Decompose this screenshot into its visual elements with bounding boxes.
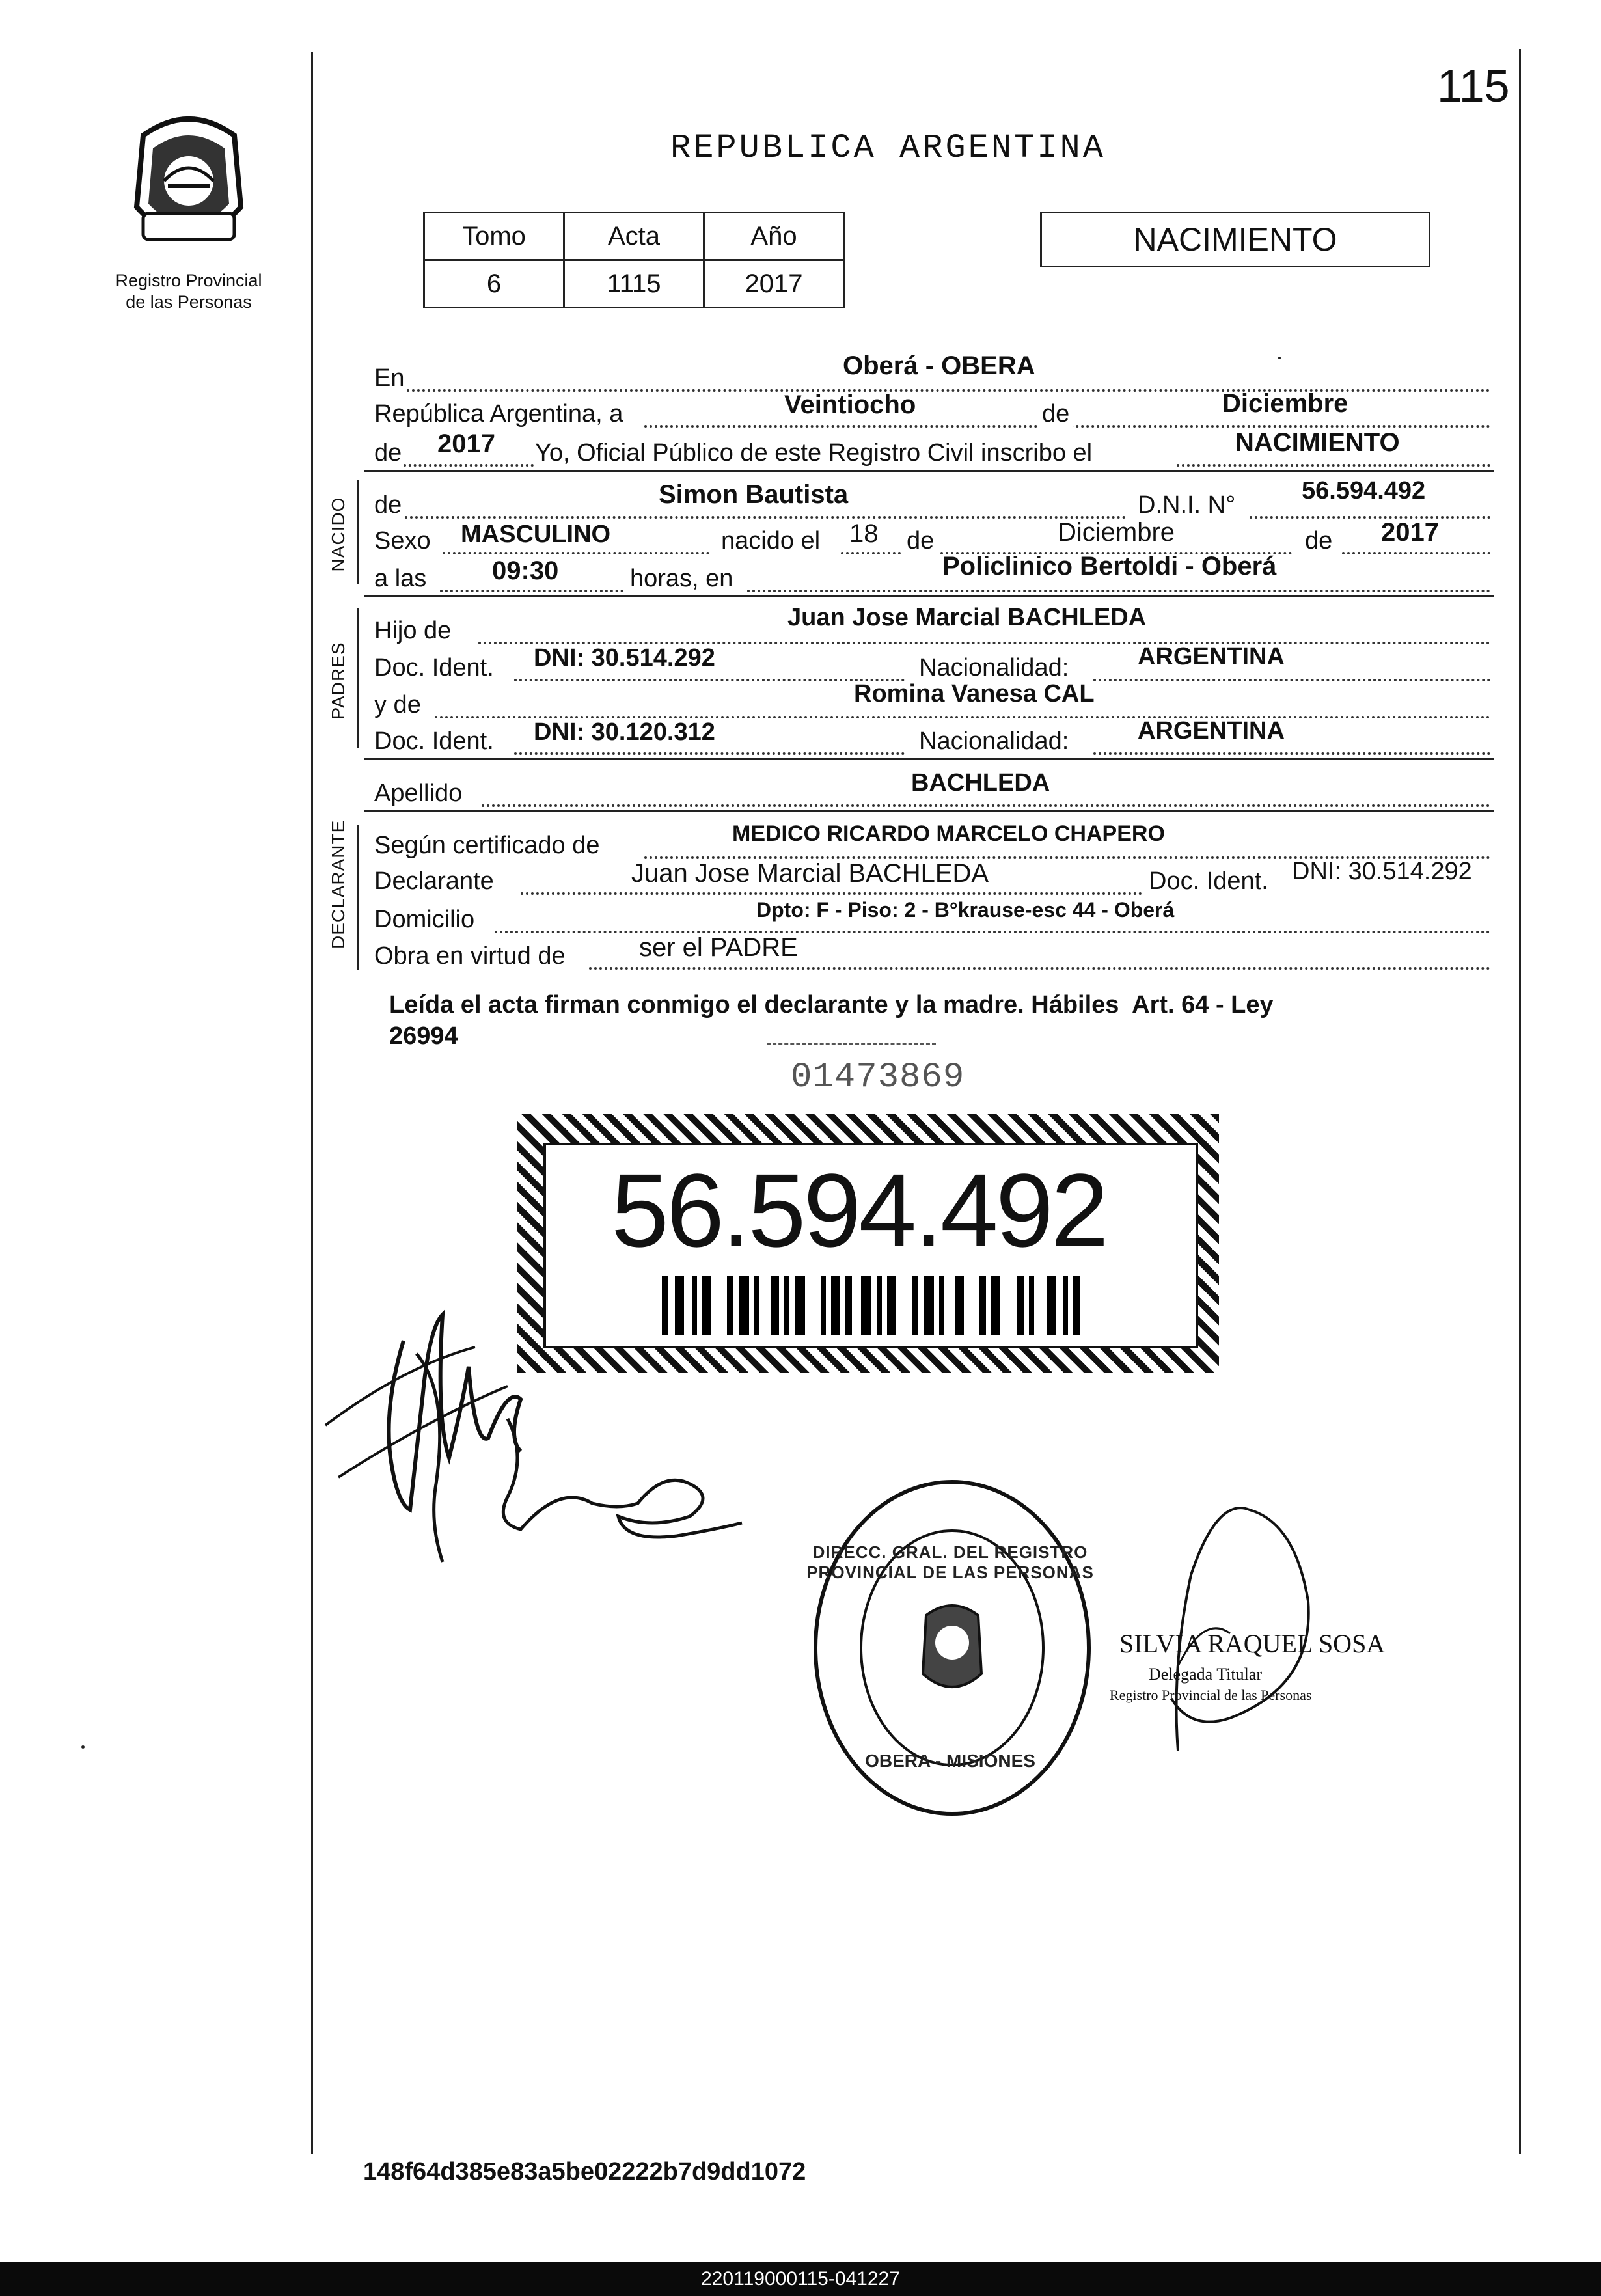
- closing-line-2: 26994: [389, 1022, 458, 1050]
- y-de-label: y de: [374, 691, 421, 718]
- name-value: Simon Bautista: [659, 480, 849, 509]
- name-dots: [405, 516, 1126, 519]
- act-value: NACIMIENTO: [1235, 428, 1400, 457]
- declarante-doc-value: DNI: 30.514.292: [1292, 858, 1472, 885]
- domicilio-value: Dpto: F - Piso: 2 - B°krause-esc 44 - Oberá: [756, 898, 1175, 922]
- sexo-label: Sexo: [374, 527, 431, 554]
- birth-place-value: Policlinico Bertoldi - Oberá: [942, 552, 1277, 581]
- country-title: REPUBLICA ARGENTINA: [670, 129, 1106, 167]
- birth-month-value: Diciembre: [1058, 518, 1175, 547]
- padres-bracket: [357, 608, 359, 748]
- barcode-bar: [1029, 1276, 1034, 1335]
- tomo-value: 6: [424, 260, 564, 308]
- footer-code: 220119000115-041227: [701, 2268, 900, 2289]
- a-las-label: a las: [374, 565, 427, 592]
- barcode-bar: [1063, 1276, 1068, 1335]
- barcode-bar: [939, 1276, 944, 1335]
- barcode-bar: [821, 1276, 826, 1335]
- dni-value: 56.594.492: [1302, 477, 1426, 504]
- mother-nat-dots: [1093, 752, 1490, 755]
- de-label: de: [1038, 400, 1073, 428]
- closing-line-1: Leída el acta firman conmigo el declarante y la madre. Hábiles Art. 64 - Ley: [389, 991, 1274, 1018]
- nacido-de-label: de: [374, 491, 402, 519]
- sexo-value: MASCULINO: [461, 521, 611, 548]
- obra-dots: [589, 967, 1490, 970]
- father-nat-dots: [1093, 679, 1490, 681]
- registry-line-1: Registro Provincial: [115, 271, 262, 290]
- father-nat-label: Nacionalidad:: [919, 654, 1069, 681]
- day-value: Veintiocho: [784, 390, 916, 419]
- official-signature: [1100, 1471, 1399, 1770]
- page-number: 115: [1437, 61, 1510, 111]
- official-name: SILVIA RAQUEL SOSA: [1119, 1629, 1386, 1658]
- father-doc-dots: [514, 679, 905, 681]
- barcode-bar: [912, 1276, 918, 1335]
- province-seal: [117, 109, 260, 259]
- official-title: Delegada Titular: [1149, 1665, 1263, 1684]
- birth-de-label: de: [907, 527, 935, 554]
- apellido-rule: [364, 810, 1494, 812]
- act-type: NACIMIENTO: [1133, 221, 1337, 258]
- cert-value: MEDICO RICARDO MARCELO CHAPERO: [732, 821, 1165, 846]
- official-stamp-inner-text: OBERA - MISIONES: [865, 1751, 1035, 1771]
- official-stamp-ring-text: DIRECC. GRAL. DEL REGISTRO PROVINCIAL DE LAS PERSONAS: [806, 1542, 1094, 1582]
- stray-dot: [81, 1745, 85, 1749]
- father-doc-value: DNI: 30.514.292: [534, 644, 715, 672]
- father-nat-value: ARGENTINA: [1138, 643, 1285, 670]
- serial-stamp-marks: [767, 1043, 936, 1048]
- declarante-doc-label: Doc. Ident.: [1149, 868, 1268, 895]
- registry-name: [91, 270, 286, 313]
- time-value: 09:30: [492, 556, 559, 585]
- barcode-bar: [845, 1276, 852, 1335]
- registry-text: Yo, Oficial Público de este Registro Civil inscribo el: [535, 439, 1093, 467]
- mother-doc-label: Doc. Ident.: [374, 728, 494, 755]
- month-value: Diciembre: [1222, 389, 1348, 418]
- apellido-value: BACHLEDA: [911, 769, 1050, 797]
- mother-name: Romina Vanesa CAL: [854, 680, 1095, 707]
- barcode-bar: [887, 1276, 896, 1335]
- serial-stamp: 01473869: [791, 1058, 965, 1097]
- nacido-section-label: NACIDO: [328, 497, 348, 572]
- obra-value: ser el PADRE: [639, 933, 798, 962]
- act-type-box: [1040, 212, 1430, 267]
- apellido-label: Apellido: [374, 780, 463, 807]
- barcode-bar: [991, 1276, 1000, 1335]
- intro-rule: [364, 470, 1494, 472]
- barcode-bar: [795, 1276, 805, 1335]
- barcode-bar: [1017, 1276, 1024, 1335]
- obra-label: Obra en virtud de: [374, 942, 566, 970]
- barcode-bar: [1073, 1276, 1080, 1335]
- nacido-bracket: [357, 480, 359, 584]
- birth-place-dots: [747, 590, 1490, 592]
- republica-label: República Argentina, a: [374, 400, 623, 428]
- declarante-section-label: DECLARANTE: [328, 819, 348, 949]
- declarante-dots: [521, 892, 1142, 895]
- dni-label: D.N.I. N°: [1138, 491, 1236, 519]
- declarante-label: Declarante: [374, 868, 494, 895]
- horas-label: horas, en: [630, 565, 733, 592]
- barcode-bar: [1047, 1276, 1056, 1335]
- registry-line-2: de las Personas: [126, 292, 252, 312]
- nacido-rule: [364, 595, 1494, 597]
- stray-dot: [1278, 357, 1281, 359]
- anio-value: 2017: [704, 260, 844, 308]
- padres-rule: [364, 758, 1494, 760]
- barcode-bar: [861, 1276, 871, 1335]
- birth-year-dots: [1342, 552, 1490, 554]
- declarante-value: Juan Jose Marcial BACHLEDA: [631, 859, 989, 888]
- barcode-bar: [784, 1276, 789, 1335]
- mother-doc-value: DNI: 30.120.312: [534, 718, 715, 746]
- official-org: Registro Provincial de las Personas: [1110, 1687, 1312, 1703]
- col-header-tomo: Tomo: [424, 213, 564, 260]
- mother-nat-value: ARGENTINA: [1138, 717, 1285, 745]
- year-value: 2017: [437, 430, 495, 458]
- time-dots: [440, 590, 623, 592]
- act-dots: [1177, 464, 1490, 467]
- barcode-bar: [955, 1276, 964, 1335]
- reference-table: [423, 212, 845, 308]
- footer-bar: [0, 2262, 1601, 2296]
- left-margin-line: [311, 52, 313, 2154]
- id-number: 56.594.492: [611, 1152, 1106, 1268]
- apellido-dots: [482, 804, 1490, 807]
- barcode-bar: [831, 1276, 840, 1335]
- father-doc-label: Doc. Ident.: [374, 654, 494, 681]
- en-label: En: [374, 364, 405, 392]
- nacido-el-label: nacido el: [721, 527, 821, 554]
- mother-nat-label: Nacionalidad:: [919, 728, 1069, 755]
- acta-value: 1115: [564, 260, 704, 308]
- de-year-label: de: [374, 439, 402, 467]
- year-dots: [404, 464, 534, 467]
- birth-de-label-2: de: [1305, 527, 1333, 554]
- mother-doc-dots: [514, 752, 905, 755]
- cert-label: Según certificado de: [374, 832, 600, 859]
- sexo-dots: [443, 552, 709, 554]
- declarant-signature: [312, 1289, 781, 1627]
- birth-day-value: 18: [849, 519, 879, 548]
- hijo-de-label: Hijo de: [374, 617, 452, 644]
- place-value: Oberá - OBERA: [843, 351, 1035, 380]
- padres-section-label: PADRES: [328, 642, 348, 720]
- barcode-bar: [979, 1276, 986, 1335]
- birth-day-dots: [841, 552, 901, 554]
- declarante-bracket: [357, 825, 359, 970]
- barcode-bar: [877, 1276, 882, 1335]
- col-header-anio: Año: [704, 213, 844, 260]
- domicilio-label: Domicilio: [374, 906, 475, 933]
- col-header-acta: Acta: [564, 213, 704, 260]
- dni-dots: [1250, 516, 1490, 519]
- father-name: Juan Jose Marcial BACHLEDA: [787, 604, 1147, 631]
- barcode-bar: [924, 1276, 934, 1335]
- document-hash: 148f64d385e83a5be02222b7d9dd1072: [363, 2158, 806, 2185]
- birth-year-value: 2017: [1381, 518, 1439, 547]
- right-margin-line: [1519, 49, 1521, 2154]
